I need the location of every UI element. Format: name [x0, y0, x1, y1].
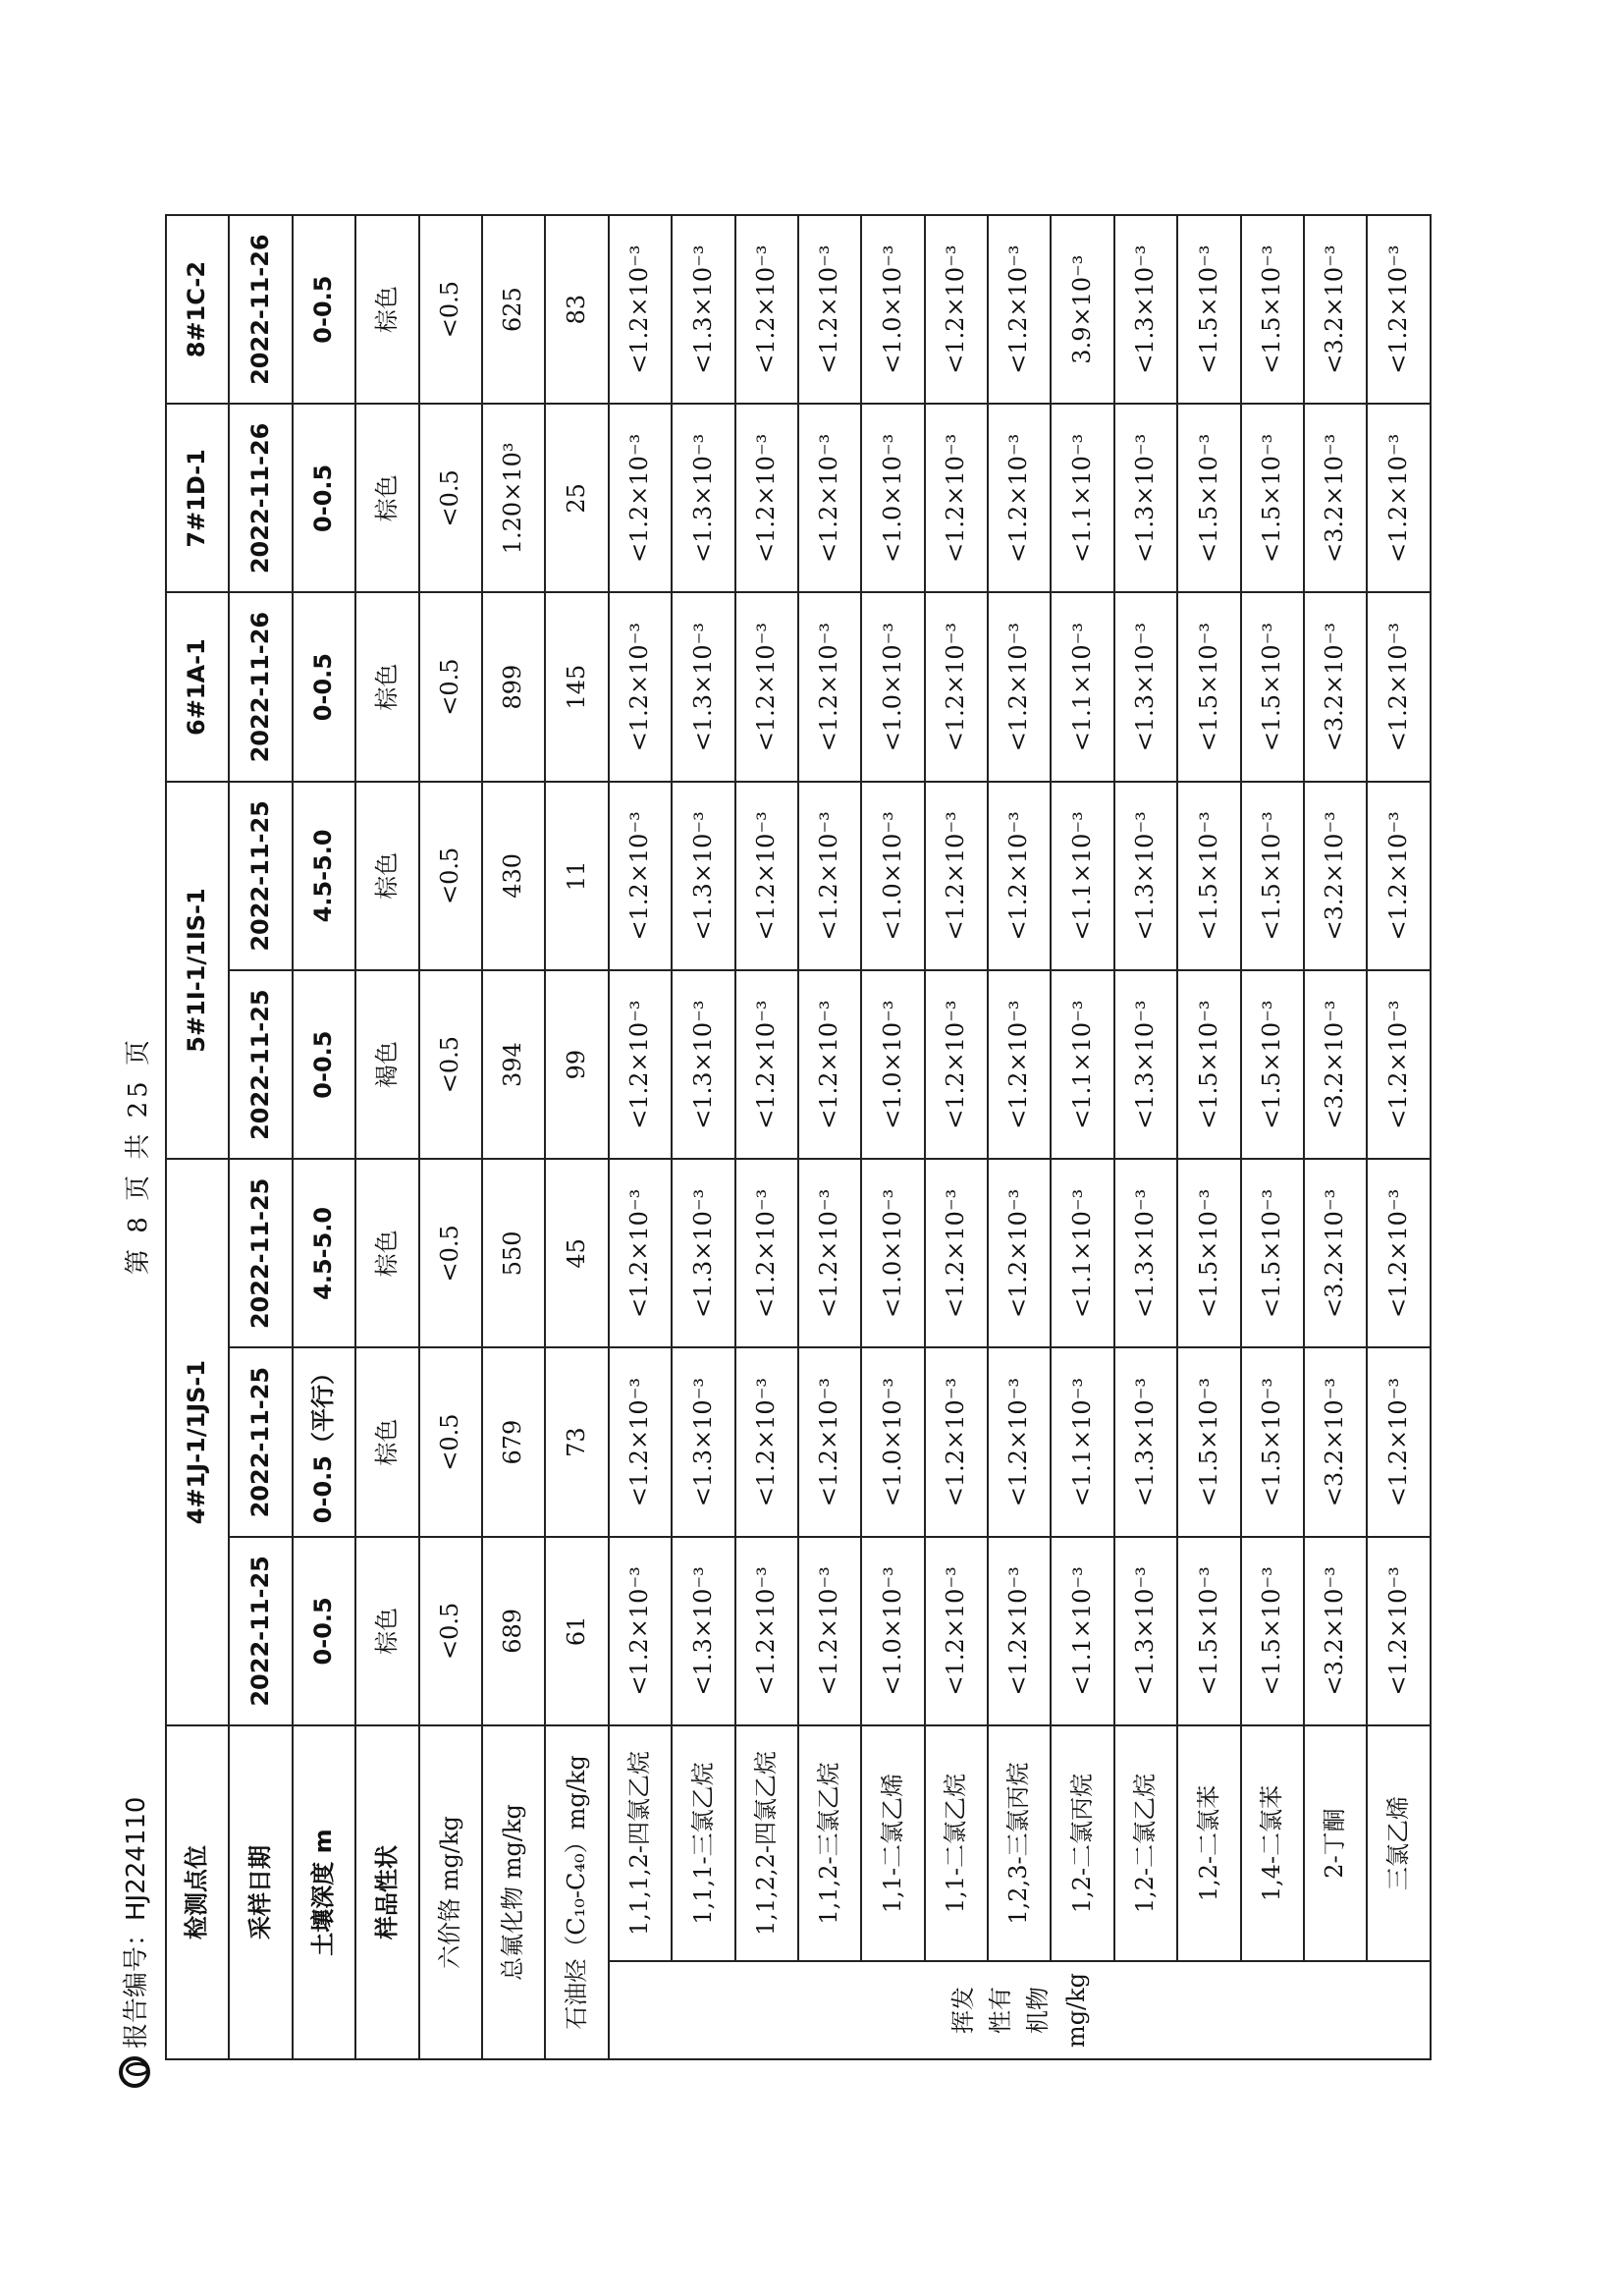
param-row: [482, 215, 545, 2059]
value-cell: <1.2×10⁻³: [925, 970, 988, 1159]
value-cell: <1.2×10⁻³: [925, 593, 988, 782]
value-cell: 73: [545, 1348, 608, 1537]
value-cell: <1.2×10⁻³: [609, 593, 672, 782]
voc-row: [1051, 215, 1113, 2059]
value-cell: <1.2×10⁻³: [925, 215, 988, 404]
value-cell: <1.2×10⁻³: [735, 1159, 798, 1347]
value-cell: <3.2×10⁻³: [1304, 1159, 1367, 1347]
voc-row: [1241, 215, 1304, 2059]
results-table: [165, 214, 1432, 2060]
value-cell: <1.2×10⁻³: [798, 782, 861, 970]
value-cell: <1.2×10⁻³: [988, 593, 1051, 782]
value-cell: 394: [482, 970, 545, 1159]
report-header: [116, 1797, 152, 2088]
value-cell: <1.5×10⁻³: [1241, 1159, 1304, 1347]
value-cell: <1.0×10⁻³: [861, 593, 924, 782]
value-cell: <1.2×10⁻³: [735, 782, 798, 970]
value-cell: <1.5×10⁻³: [1241, 593, 1304, 782]
value-cell: <1.2×10⁻³: [735, 215, 798, 404]
voc-row: [609, 215, 672, 2059]
voc-group-line: 性有: [986, 1987, 1014, 2034]
value-cell: <1.3×10⁻³: [672, 1348, 734, 1537]
value-cell: <3.2×10⁻³: [1304, 1348, 1367, 1537]
site-group: 6#1A-1: [166, 593, 229, 782]
voc-group-line: mg/kg: [1061, 1972, 1090, 2049]
sample-color-cell: 棕色: [355, 404, 418, 592]
value-cell: <1.0×10⁻³: [861, 970, 924, 1159]
voc-label: 1,2-二氯苯: [1177, 1725, 1240, 1961]
sample-color-cell: 棕色: [355, 593, 418, 782]
value-cell: 1.20×10³: [482, 404, 545, 592]
value-cell: <1.2×10⁻³: [609, 1159, 672, 1347]
value-cell: <1.0×10⁻³: [861, 782, 924, 970]
value-cell: <1.2×10⁻³: [1367, 404, 1431, 592]
value-cell: <1.3×10⁻³: [672, 404, 734, 592]
voc-label: 1,1-二氯乙烯: [861, 1725, 924, 1961]
value-cell: <1.2×10⁻³: [735, 593, 798, 782]
value-cell: <3.2×10⁻³: [1304, 782, 1367, 970]
value-cell: <1.1×10⁻³: [1051, 593, 1113, 782]
value-cell: <1.3×10⁻³: [1114, 1159, 1177, 1347]
voc-label: 三氯乙烯: [1367, 1725, 1431, 1961]
sample-color-cell: 棕色: [355, 1537, 418, 1725]
depth-row: [293, 215, 355, 2059]
voc-label: 1,2,3-三氯丙烷: [988, 1725, 1051, 1961]
value-cell: 430: [482, 782, 545, 970]
voc-row: [861, 215, 924, 2059]
value-cell: <1.2×10⁻³: [988, 1159, 1051, 1347]
company-logo-icon: [119, 2056, 150, 2088]
value-cell: <1.2×10⁻³: [735, 970, 798, 1159]
depth-cell: 0-0.5: [293, 593, 355, 782]
voc-row: [1177, 215, 1240, 2059]
depth-label: 土壤深度 m: [293, 1725, 355, 2059]
value-cell: <1.2×10⁻³: [988, 970, 1051, 1159]
sample-color-cell: 棕色: [355, 782, 418, 970]
value-cell: <1.5×10⁻³: [1177, 593, 1240, 782]
value-cell: 45: [545, 1159, 608, 1347]
voc-group-label: [609, 1961, 1431, 2059]
voc-label: 1,2-二氯丙烷: [1051, 1725, 1113, 1961]
voc-row: [925, 215, 988, 2059]
value-cell: <1.0×10⁻³: [861, 404, 924, 592]
date-cell: 2022-11-25: [229, 782, 292, 970]
value-cell: <1.2×10⁻³: [609, 215, 672, 404]
value-cell: <1.1×10⁻³: [1051, 1159, 1113, 1347]
value-cell: <1.5×10⁻³: [1177, 1537, 1240, 1725]
voc-group-line: 机物: [1024, 1987, 1053, 2034]
value-cell: <3.2×10⁻³: [1304, 404, 1367, 592]
sample-color-cell: 棕色: [355, 215, 418, 404]
value-cell: <1.3×10⁻³: [672, 593, 734, 782]
depth-cell: 0-0.5: [293, 404, 355, 592]
site-group: 8#1C-2: [166, 215, 229, 404]
value-cell: <1.5×10⁻³: [1177, 970, 1240, 1159]
sample-color-cell: 褐色: [355, 970, 418, 1159]
value-cell: <1.1×10⁻³: [1051, 1537, 1113, 1725]
voc-label: 2-丁酮: [1304, 1725, 1367, 1961]
sample-color-cell: 棕色: [355, 1348, 418, 1537]
value-cell: 145: [545, 593, 608, 782]
date-cell: 2022-11-25: [229, 1537, 292, 1725]
depth-cell: 0-0.5: [293, 1537, 355, 1725]
depth-cell: 4.5-5.0: [293, 1159, 355, 1347]
value-cell: 625: [482, 215, 545, 404]
value-cell: <1.2×10⁻³: [988, 1348, 1051, 1537]
value-cell: <1.0×10⁻³: [861, 1159, 924, 1347]
value-cell: <1.1×10⁻³: [1051, 970, 1113, 1159]
value-cell: <1.3×10⁻³: [672, 1159, 734, 1347]
value-cell: <1.5×10⁻³: [1241, 970, 1304, 1159]
date-cell: 2022-11-25: [229, 1348, 292, 1537]
value-cell: 83: [545, 215, 608, 404]
value-cell: <1.2×10⁻³: [798, 593, 861, 782]
param-row: [545, 215, 608, 2059]
value-cell: <1.2×10⁻³: [988, 1537, 1051, 1725]
value-cell: 99: [545, 970, 608, 1159]
value-cell: <1.0×10⁻³: [861, 1348, 924, 1537]
value-cell: <1.5×10⁻³: [1241, 1348, 1304, 1537]
value-cell: <0.5: [419, 970, 482, 1159]
sample-color-cell: 棕色: [355, 1159, 418, 1347]
value-cell: <1.2×10⁻³: [609, 404, 672, 592]
site-group: 5#1I-1/1IS-1: [166, 782, 229, 1160]
value-cell: <1.5×10⁻³: [1241, 782, 1304, 970]
nature-row: [355, 215, 418, 2059]
voc-label: 1,1,2,2-四氯乙烷: [735, 1725, 798, 1961]
value-cell: <0.5: [419, 1537, 482, 1725]
date-cell: 2022-11-26: [229, 593, 292, 782]
value-cell: <1.3×10⁻³: [1114, 970, 1177, 1159]
site-label: 检测点位: [166, 1725, 229, 2059]
voc-label: 1,1,2-三氯乙烷: [798, 1725, 861, 1961]
value-cell: <1.2×10⁻³: [1367, 1537, 1431, 1725]
depth-cell: 0-0.5: [293, 970, 355, 1159]
value-cell: 25: [545, 404, 608, 592]
date-label: 采样日期: [229, 1725, 292, 2059]
report-number: 报告编号：HJ224110: [122, 1796, 151, 2049]
value-cell: <1.2×10⁻³: [798, 215, 861, 404]
value-cell: <1.5×10⁻³: [1177, 404, 1240, 592]
value-cell: <3.2×10⁻³: [1304, 970, 1367, 1159]
voc-row: [1304, 215, 1367, 2059]
voc-row: [672, 215, 734, 2059]
value-cell: <1.5×10⁻³: [1241, 1537, 1304, 1725]
value-cell: 899: [482, 593, 545, 782]
value-cell: <1.2×10⁻³: [735, 1537, 798, 1725]
value-cell: <0.5: [419, 1159, 482, 1347]
value-cell: <1.1×10⁻³: [1051, 782, 1113, 970]
value-cell: <1.2×10⁻³: [1367, 593, 1431, 782]
value-cell: <1.0×10⁻³: [861, 1537, 924, 1725]
depth-cell: 4.5-5.0: [293, 782, 355, 970]
date-cell: 2022-11-25: [229, 1159, 292, 1347]
value-cell: 550: [482, 1159, 545, 1347]
depth-cell: 0-0.5: [293, 215, 355, 404]
value-cell: <1.2×10⁻³: [925, 1159, 988, 1347]
value-cell: <1.2×10⁻³: [798, 1159, 861, 1347]
voc-label: 1,1-二氯乙烷: [925, 1725, 988, 1961]
value-cell: <1.2×10⁻³: [609, 970, 672, 1159]
value-cell: <3.2×10⁻³: [1304, 215, 1367, 404]
date-cell: 2022-11-26: [229, 404, 292, 592]
value-cell: <3.2×10⁻³: [1304, 593, 1367, 782]
voc-label: 1,2-二氯乙烷: [1114, 1725, 1177, 1961]
param-label: 总氟化物 mg/kg: [482, 1725, 545, 2059]
param-row: [419, 215, 482, 2059]
voc-row: [735, 215, 798, 2059]
value-cell: <1.2×10⁻³: [925, 1537, 988, 1725]
value-cell: <1.2×10⁻³: [609, 1537, 672, 1725]
date-cell: 2022-11-26: [229, 215, 292, 404]
value-cell: <1.5×10⁻³: [1177, 1348, 1240, 1537]
value-cell: 3.9×10⁻³: [1051, 215, 1113, 404]
value-cell: <1.5×10⁻³: [1177, 215, 1240, 404]
value-cell: <1.2×10⁻³: [1367, 1159, 1431, 1347]
voc-group-line: 挥发: [948, 1987, 977, 2034]
value-cell: <1.2×10⁻³: [798, 970, 861, 1159]
value-cell: 679: [482, 1348, 545, 1537]
value-cell: <1.1×10⁻³: [1051, 404, 1113, 592]
value-cell: <1.2×10⁻³: [1367, 215, 1431, 404]
value-cell: 689: [482, 1537, 545, 1725]
value-cell: <1.3×10⁻³: [1114, 782, 1177, 970]
value-cell: <1.3×10⁻³: [1114, 404, 1177, 592]
param-label: 六价铬 mg/kg: [419, 1725, 482, 2059]
value-cell: <1.5×10⁻³: [1241, 215, 1304, 404]
value-cell: <1.3×10⁻³: [672, 215, 734, 404]
voc-row: [798, 215, 861, 2059]
voc-row: [1367, 215, 1431, 2059]
value-cell: <1.2×10⁻³: [1367, 970, 1431, 1159]
value-cell: <1.2×10⁻³: [1367, 782, 1431, 970]
param-label: 石油烃（C₁₀-C₄₀）mg/kg: [545, 1725, 608, 2059]
value-cell: 11: [545, 782, 608, 970]
value-cell: <1.2×10⁻³: [925, 782, 988, 970]
page-number: 第 8 页 共 25 页: [124, 1036, 153, 1275]
value-cell: <1.2×10⁻³: [988, 404, 1051, 592]
value-cell: <1.5×10⁻³: [1177, 1159, 1240, 1347]
value-cell: <1.2×10⁻³: [1367, 1348, 1431, 1537]
date-cell: 2022-11-25: [229, 970, 292, 1159]
site-group: 4#1J-1/1JS-1: [166, 1159, 229, 1725]
voc-label: 1,1,1-三氯乙烷: [672, 1725, 734, 1961]
date-row: [229, 215, 292, 2059]
value-cell: <1.3×10⁻³: [672, 1537, 734, 1725]
value-cell: <1.2×10⁻³: [798, 1348, 861, 1537]
value-cell: <1.1×10⁻³: [1051, 1348, 1113, 1537]
value-cell: <1.2×10⁻³: [798, 1537, 861, 1725]
value-cell: <0.5: [419, 1348, 482, 1537]
value-cell: <1.2×10⁻³: [798, 404, 861, 592]
value-cell: <1.2×10⁻³: [988, 215, 1051, 404]
value-cell: <1.3×10⁻³: [1114, 215, 1177, 404]
value-cell: <1.2×10⁻³: [988, 782, 1051, 970]
voc-row: [1114, 215, 1177, 2059]
voc-row: [988, 215, 1051, 2059]
value-cell: <1.2×10⁻³: [735, 404, 798, 592]
voc-label: 1,1,1,2-四氯乙烷: [609, 1725, 672, 1961]
value-cell: <1.2×10⁻³: [609, 1348, 672, 1537]
value-cell: <1.2×10⁻³: [735, 1348, 798, 1537]
value-cell: <0.5: [419, 593, 482, 782]
value-cell: <3.2×10⁻³: [1304, 1537, 1367, 1725]
value-cell: 61: [545, 1537, 608, 1725]
value-cell: <0.5: [419, 215, 482, 404]
value-cell: <1.3×10⁻³: [1114, 1537, 1177, 1725]
value-cell: <1.5×10⁻³: [1177, 782, 1240, 970]
value-cell: <0.5: [419, 782, 482, 970]
value-cell: <1.0×10⁻³: [861, 215, 924, 404]
value-cell: <1.2×10⁻³: [925, 1348, 988, 1537]
value-cell: <0.5: [419, 404, 482, 592]
value-cell: <1.3×10⁻³: [672, 782, 734, 970]
depth-cell: 0-0.5（平行）: [293, 1348, 355, 1537]
nature-label: 样品性状: [355, 1725, 418, 2059]
site-row: [166, 215, 229, 2059]
value-cell: <1.2×10⁻³: [609, 782, 672, 970]
value-cell: <1.2×10⁻³: [925, 404, 988, 592]
value-cell: <1.3×10⁻³: [1114, 1348, 1177, 1537]
value-cell: <1.3×10⁻³: [1114, 593, 1177, 782]
value-cell: <1.5×10⁻³: [1241, 404, 1304, 592]
voc-label: 1,4-二氯苯: [1241, 1725, 1304, 1961]
site-group: 7#1D-1: [166, 404, 229, 592]
value-cell: <1.3×10⁻³: [672, 970, 734, 1159]
